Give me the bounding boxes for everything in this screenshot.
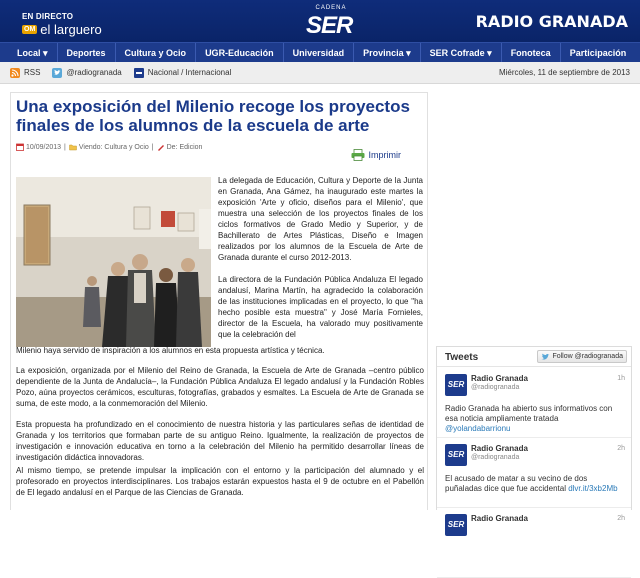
nav-item-provincia[interactable]: Provincia ▾ [354, 43, 421, 63]
live-program-link[interactable] [22, 22, 102, 37]
tweet-avatar[interactable]: SER [445, 514, 467, 536]
article-paragraph: La exposición, organizada por el Milenio del Reino de Granada, la Escuela de Arte de Granada –centro público dependiente de la Junta de Andalucía–, la Fundación Pública Andaluza El legado andalusí y la Fundación Robles Pozo, aúna proyectos cerámicos, esculturas, fotografías, grabados y esmaltes. La Escuela de Arte de Granada se suma, de este modo, a la conmemoración del Milenio. [16, 366, 424, 408]
live-badge: OM [24, 26, 36, 33]
tweet-text-body: Radio Granada ha abierto sus informativos con esa noticia ampliamente tratada [445, 404, 613, 423]
tweets-widget [436, 346, 632, 529]
nav-item-universidad[interactable]: Universidad [284, 43, 355, 63]
tweet-text [445, 474, 625, 494]
folder-icon [69, 143, 77, 151]
tweet-time[interactable]: 1h [617, 375, 625, 382]
follow-label: Follow @radiogranada [552, 353, 623, 360]
tweet-author-name[interactable]: Radio Granada [471, 514, 528, 523]
national-link[interactable] [134, 68, 232, 78]
tweet-author-name[interactable]: Radio Granada [471, 444, 528, 453]
article-title: Una exposición del Milenio recoge los proyectos finales de los alumnos de la escuela de arte [16, 97, 410, 135]
author-icon [157, 143, 165, 151]
meta-separator: | [64, 143, 66, 151]
twitter-link[interactable] [52, 68, 121, 78]
main-nav [0, 42, 640, 62]
logo-ser-text: SER [306, 12, 353, 39]
rss-icon [10, 68, 20, 78]
nav-item-local[interactable]: Local ▾ [8, 43, 58, 63]
live-label: EN DIRECTO [22, 12, 74, 21]
twitter-bird-icon [541, 353, 550, 361]
tweets-header [437, 347, 631, 367]
article-photo[interactable] [16, 177, 211, 347]
current-date: Miércoles, 11 de septiembre de 2013 [498, 68, 630, 77]
tweets-title: Tweets [445, 352, 479, 363]
article-paragraph: La delegada de Educación, Cultura y Deporte de la Junta en Granada, Ana Gámez, ha inaugurado este martes la exposición 'Arte y oficio, diseños para el Milenio', que muestra una selección de los proyectos finales de los ciclos formativos de Grado Medio y Superior, y de Bachillerato de Artes Plásticas, Diseño e Imagen realizados por los alumnos de la Escuela de Arte de Granada durante el curso 2012-2013. [218, 176, 423, 262]
twitter-label: @radiogranada [66, 68, 122, 77]
tweet-author-handle[interactable]: @radiogranada [471, 384, 520, 391]
follow-button[interactable] [537, 350, 627, 363]
nav-item-fonoteca[interactable]: Fonoteca [502, 43, 561, 63]
logo-cadena-text: CADENA [315, 5, 347, 11]
printer-icon [351, 149, 365, 161]
article-author: De: Edicion [166, 143, 203, 151]
tweet-item[interactable] [437, 508, 631, 578]
tweet-link[interactable]: dlvr.it/3xb2Mb [568, 484, 618, 493]
nav-item-ser-cofrade[interactable]: SER Cofrade ▾ [421, 43, 502, 63]
ser-mini-logo-icon [134, 68, 144, 78]
article-paragraph: La directora de la Fundación Pública Andaluza El legado andalusí, Marina Martín, ha agradecido la colaboración de las instituciones implicadas en el proyecto, lo que "ha hecho posible esta muestra" y José María Fornieles, director de la Escuela, ha valorado muy positivamente que la celebración del [218, 275, 423, 339]
calendar-icon [16, 143, 24, 151]
article [10, 92, 428, 510]
tweet-author-handle[interactable]: @radiogranada [471, 454, 520, 461]
article-paragraph: Esta propuesta ha profundizado en el conocimiento de nuestra historia y las particulares señas de identidad de Granada y los territorios que formaban parte de su antiguo Reino. Igualmente, la realización de proyectos de investigación e innovación educativa en torno a la celebración del Milenio ha permitido desarrollar líneas de investigación didáctica innovadoras. [16, 420, 424, 462]
article-paragraph: Al mismo tiempo, se pretende impulsar la implicación con el entorno y la participación del alumnado y el profesorado en proyectos interdisciplinares. Los trabajos estarán expuestos hasta el 9 de octubre en el Pabellón de El legado andalusí en el Parque de las Ciencias de Granada. [16, 466, 424, 497]
nav-item-ugr[interactable]: UGR-Educación [196, 43, 284, 63]
live-program-name: el larguero [40, 22, 102, 37]
utility-bar [0, 62, 640, 84]
article-meta [16, 143, 205, 151]
article-section[interactable]: Viendo: Cultura y Ocio [78, 143, 149, 151]
article-paragraph: Milenio haya servido de inspiración a los alumnos en esta propuesta artística y técnica. [16, 346, 325, 355]
tweet-time[interactable]: 2h [617, 515, 625, 522]
nav-item-deportes[interactable]: Deportes [58, 43, 116, 63]
cadena-ser-logo[interactable] [302, 5, 360, 37]
tweet-avatar[interactable]: SER [445, 374, 467, 396]
nav-item-cultura[interactable]: Cultura y Ocio [116, 43, 197, 63]
tweet-author-name[interactable]: Radio Granada [471, 374, 528, 383]
twitter-icon [52, 68, 62, 78]
tweet-item[interactable] [437, 438, 631, 508]
sidebar-blank-area [436, 92, 632, 338]
national-label: Nacional / Internacional [147, 68, 232, 77]
tweet-time[interactable]: 2h [617, 445, 625, 452]
tweet-text-body: El acusado de matar a su vecino de dos puñaladas dice que fue accidental [445, 474, 588, 493]
article-date: 10/09/2013 [26, 143, 62, 151]
print-button[interactable] [351, 149, 402, 161]
tweet-mention-link[interactable]: @yolandabarrionu [445, 424, 511, 433]
station-name: RADIO GRANADA [475, 12, 628, 31]
print-label: Imprimir [368, 150, 401, 160]
tweet-text [445, 404, 625, 434]
site-header [0, 0, 640, 42]
rss-label: RSS [24, 68, 41, 77]
nav-item-participacion[interactable]: Participación [569, 47, 627, 58]
meta-separator: | [151, 143, 154, 151]
rss-link[interactable] [10, 68, 40, 78]
tweet-avatar[interactable]: SER [445, 444, 467, 466]
tweet-item[interactable] [437, 368, 631, 438]
